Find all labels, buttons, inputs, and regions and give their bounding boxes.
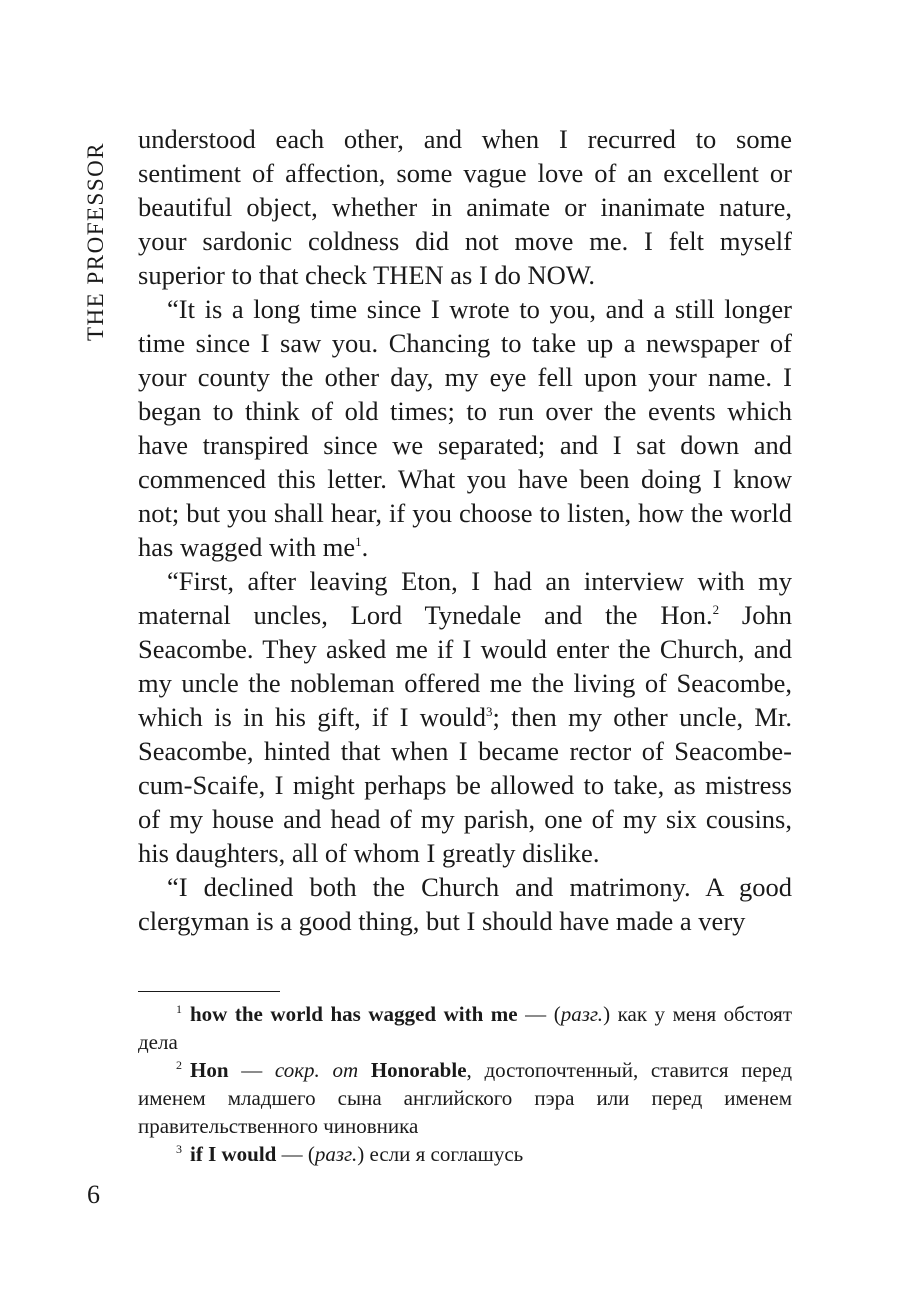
footnote-close: ) <box>357 1142 370 1166</box>
footnote-abbreviation: сокр. от <box>274 1058 359 1082</box>
footnote-gloss: если я соглашусь <box>369 1142 524 1166</box>
footnote-abbreviation: разг. <box>314 1142 358 1166</box>
main-text <box>138 122 792 938</box>
paragraph-1: understood each other, and when I recurred to some sentiment of affection, some vague love of an excellent or beautiful object, whether in animate or inanimate nature, your sardonic coldness did not move me. I felt myself superior to that check THEN as I do NOW. <box>138 124 792 290</box>
footnote-term: Hon <box>190 1058 229 1082</box>
footnote-term: if I would <box>190 1142 277 1166</box>
paragraph-3-part-b: John Seacombe. They asked me if I would enter the Church, and my uncle the nobleman offered me the living of Seacombe, which is in his gift, if I would <box>138 600 792 732</box>
footnote-separator <box>138 991 280 992</box>
footnote-dash: — ( <box>517 1002 561 1026</box>
footnote-term: how the world has wagged with me <box>190 1002 518 1026</box>
paragraph-4: “I declined both the Church and matrimony. A good clergyman is a good thing, but I should have made a very <box>138 872 792 936</box>
footnote-abbreviation: разг. <box>560 1002 604 1026</box>
footnote-dash: — ( <box>276 1142 315 1166</box>
footnote-number: 2 <box>176 1058 182 1072</box>
footnotes <box>138 1000 792 1168</box>
footnote-dash: — <box>228 1058 275 1082</box>
footnote-number: 3 <box>176 1142 182 1156</box>
footnote-term-full: Honorable <box>370 1058 467 1082</box>
footnote-ref-1: 1 <box>355 534 362 550</box>
paragraph-2 <box>138 292 792 564</box>
footnote-1 <box>138 1000 792 1056</box>
footnote-close <box>358 1058 371 1082</box>
footnote-gloss: как у меня обстоят дела <box>138 1002 793 1054</box>
footnote-2 <box>138 1056 792 1140</box>
paragraph-2-text: “It is a long time since I wrote to you, and a still longer time since I saw you. Chancing to take up a newspaper of your county the other day, my eye fell upon your name. I began to think of old times; to run over the events which have transpired since we separated; and I sat down and commenced this letter. What you have been doing I know not; but you shall hear, if you choose to listen, how the world has wagged with me <box>138 294 792 562</box>
paragraph-3-part-a: “First, after leaving Eton, I had an interview with my maternal uncles, Lord Tynedale and the Hon. <box>138 566 792 630</box>
running-head: THE PROFESSOR <box>83 141 108 341</box>
paragraph-3-part-c: ; then my other uncle, Mr. Seacombe, hinted that when I became rector of Seacombe-cum-Scaife, I might perhaps be allowed to take, as mistress of my house and head of my parish, one of my six cousins, his daughters, all of whom I greatly dislike. <box>138 702 792 868</box>
footnote-ref-2: 2 <box>712 602 720 618</box>
footnote-close: ) <box>603 1002 618 1026</box>
footnote-number: 1 <box>176 1002 182 1016</box>
paragraph-2-end: . <box>361 532 369 562</box>
page-number: 6 <box>87 1180 100 1209</box>
paragraph-3 <box>138 564 792 870</box>
footnote-gloss: , достопочтенный, ставится перед именем младшего сына английского пэра или перед именем правительственного чиновника <box>138 1058 793 1138</box>
footnote-3 <box>138 1140 792 1168</box>
footnote-ref-3: 3 <box>485 704 493 720</box>
